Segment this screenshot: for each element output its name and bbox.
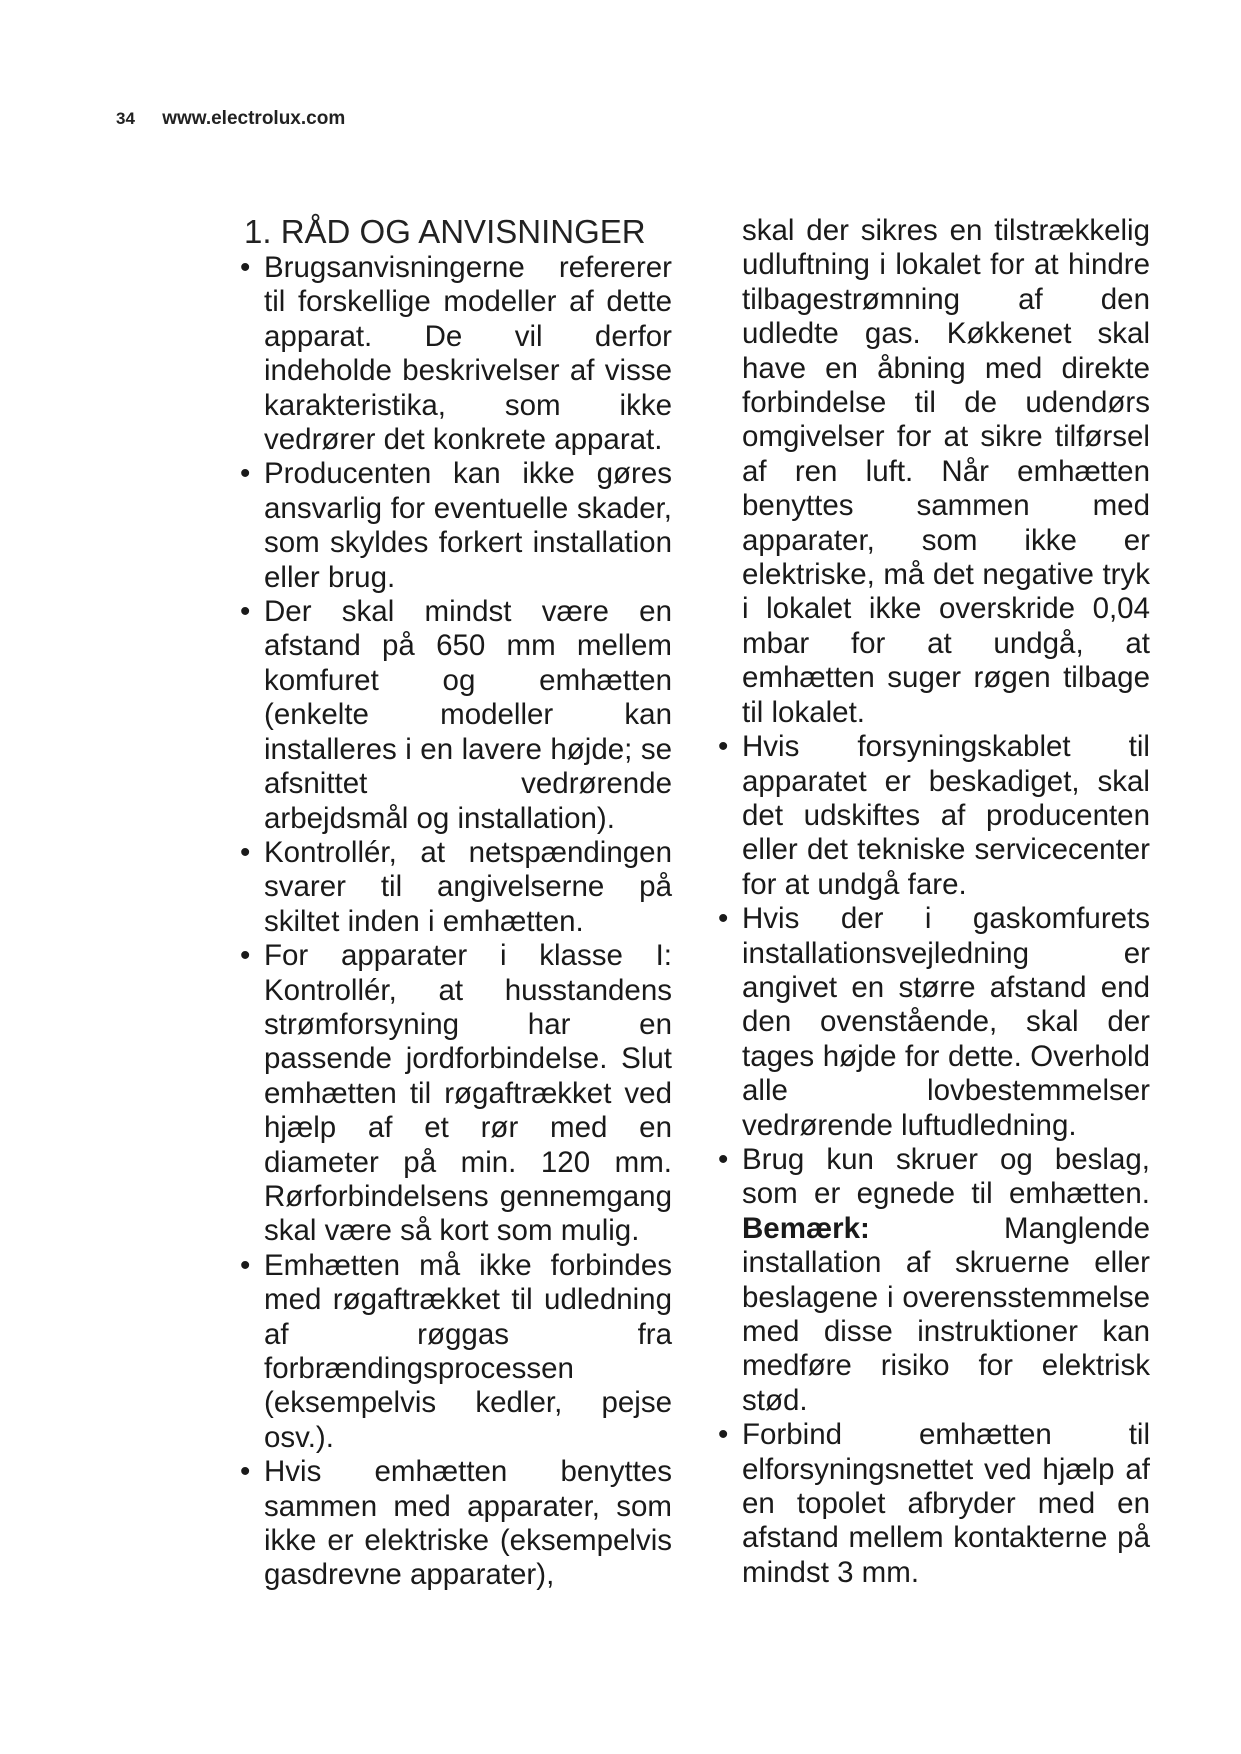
header-url: www.electrolux.com	[162, 108, 346, 129]
list-item-text: Brugsanvisningerne refererer til forskellige modeller af dette apparat. De vil derfor indeholde beskrivelser af visse karakteristika, som ikke vedrører det konkrete apparat.	[264, 251, 672, 457]
bullet-icon: •	[240, 835, 251, 869]
right-column	[718, 214, 1150, 1590]
list-item-text: Hvis emhætten benyttes sammen med apparater, som ikke er elektriske (eksempelvis gasdrevne apparater),	[264, 1455, 672, 1592]
list-item-text: Brug kun skruer og beslag, som er egnede til emhætten.	[742, 1142, 1150, 1211]
bullet-icon: •	[240, 939, 251, 973]
bullet-icon: •	[240, 595, 251, 629]
left-bullet-list	[240, 251, 672, 1593]
bullet-icon: •	[240, 1248, 251, 1282]
left-column	[240, 214, 672, 1593]
bullet-icon: •	[718, 902, 729, 936]
list-item	[240, 1455, 672, 1593]
right-bullet-list	[718, 730, 1150, 1590]
list-item-text: Der skal mindst være en afstand på 650 mm mellem komfuret og emhætten (enkelte modeller kan installeres i en lavere højde; se afsnittet vedrørende arbejdsmål og installation).	[264, 595, 672, 835]
list-item-text: Emhætten må ikke forbindes med røgaftrækket til udledning af røggas fra forbrændingsprocessen (eksempelvis kedler, pejse osv.).	[264, 1248, 672, 1454]
list-item-text: Forbind emhætten til elforsyningsnettet ved hjælp af en topolet afbryder med en afstand mellem kontakterne på mindst 3 mm.	[742, 1418, 1150, 1589]
list-item	[240, 251, 672, 457]
section-title: 1. RÅD OG ANVISNINGER	[244, 213, 646, 250]
list-item	[718, 1143, 1150, 1418]
note-text: Manglende installation af skruerne eller beslagene i overensstemmelse med disse instruktioner kan medføre risiko for elektrisk stød.	[742, 1211, 1150, 1417]
bullet-icon: •	[718, 1142, 729, 1176]
list-item	[718, 1418, 1150, 1590]
list-item-text: For apparater i klasse I: Kontrollér, at husstandens strømforsyning har en passende jordforbindelse. Slut emhætten til røgaftrækket ved hjælp af et rør med en diameter på min. 120 mm. Rørforbindelsens gennemgang skal være så kort som mulig.	[264, 939, 672, 1248]
note-label: Bemærk:	[742, 1211, 870, 1245]
list-item-text: Producenten kan ikke gøres ansvarlig for eventuelle skader, som skyldes forkert installation eller brug.	[264, 457, 672, 594]
list-item	[240, 595, 672, 836]
bullet-icon: •	[240, 251, 251, 284]
continued-paragraph: skal der sikres en tilstrækkelig udluftning i lokalet for at hindre tilbagestrømning af den udledte gas. Køkkenet skal have en åbning med direkte forbindelse til de udendørs omgivelser for at sikre tilførsel af ren luft. Når emhætten benyttes sammen med apparater, som ikke er elektriske, må det negative tryk i lokalet ikke overskride 0,04 mbar for at undgå, at emhætten suger røgen tilbage til lokalet.	[742, 214, 1150, 729]
list-item	[240, 457, 672, 595]
list-item-text: Hvis forsyningskablet til apparatet er beskadiget, skal det udskiftes af producenten eller det tekniske servicecenter for at undgå fare.	[742, 730, 1150, 901]
list-item	[718, 902, 1150, 1143]
bullet-icon: •	[240, 1455, 251, 1489]
list-item-text: Hvis der i gaskomfurets installationsvejledning er angivet en større afstand end den ovenstående, skal der tages højde for dette. Overhold alle lovbestemmelser vedrørende luftudledning.	[742, 902, 1150, 1142]
bullet-icon: •	[718, 1418, 729, 1452]
bullet-icon: •	[718, 730, 729, 764]
list-item	[718, 730, 1150, 902]
list-item	[240, 939, 672, 1249]
list-item-text: Kontrollér, at netspændingen svarer til angivelserne på skiltet inden i emhætten.	[264, 835, 672, 938]
list-item	[240, 836, 672, 939]
page-header	[116, 108, 345, 130]
list-item	[240, 1249, 672, 1455]
bullet-icon: •	[240, 457, 251, 491]
page-number: 34	[116, 109, 135, 128]
